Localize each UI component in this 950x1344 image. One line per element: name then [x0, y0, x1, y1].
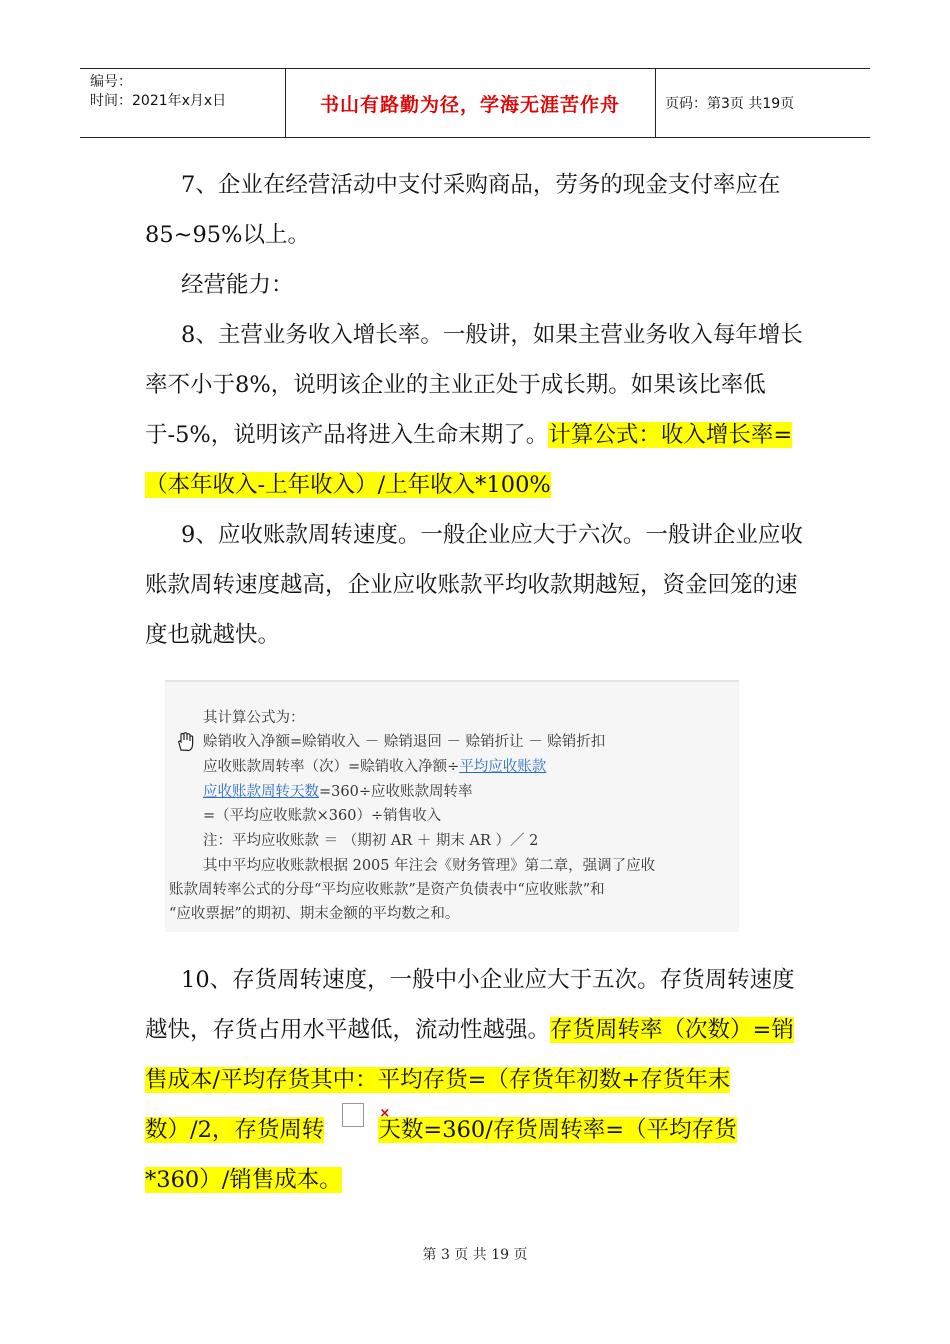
body-section-2 [145, 955, 810, 1205]
formula-line: =（平均应收账款×360）÷销售收入 [203, 808, 442, 824]
formula-line [203, 780, 472, 804]
paragraph-8-text: 8、主营业务收入增长率。一般讲，如果主营业务收入每年增长率不小于8%，说明该企业的主业正处于成长期。如果该比率低于-5%，说明该产品将进入生命末期了。 [145, 322, 803, 448]
broken-image-icon: × [342, 1103, 364, 1127]
paragraph-10-text: 10、存货周转速度，一般中小企业应大于五次。存货周转速度越快，存货占用水平越低，流动性越强。 [145, 967, 795, 1043]
formula-line: 其中平均应收账款根据 2005 年注会《财务管理》第二章，强调了应收 [203, 858, 656, 874]
paragraph-10 [145, 955, 810, 1205]
section-heading: 经营能力： [181, 272, 294, 298]
date-label: 时间：2021年x月x日 [90, 93, 227, 109]
formula-text: 应收账款周转率（次）=赊销收入净额÷ [203, 759, 460, 775]
formula-line: 赊销收入净额=赊销收入 － 赊销退回 － 赊销折让 － 赊销折扣 [203, 734, 606, 750]
header-motto: 书山有路勤为径，学海无涯苦作舟 [319, 93, 620, 116]
header-divider [655, 69, 656, 137]
formula-line [203, 755, 546, 779]
paragraph-7: 7、企业在经营活动中支付采购商品，劳务的现金支付率应在85~95%以上。 [145, 172, 781, 248]
number-label: 编号： [90, 74, 132, 90]
formula-line: 账款周转率公式的分母“平均应收账款”是资产负债表中“应收账款”和 [169, 882, 605, 898]
paragraph-10-highlight-a: 存货周转率（次数）=销售成本/平均存货其中：平均存货=（存货年初数+存货年末数）/2，存货周转 [145, 1017, 794, 1143]
receivable-days-link[interactable]: 应收账款周转天数 [203, 784, 319, 800]
paragraph-8 [145, 310, 810, 510]
formula-line: 注：平均应收账款 ＝ （期初 AR ＋ 期末 AR ）／ 2 [203, 833, 539, 849]
paragraph-8-highlight: 计算公式：收入增长率=（本年收入-上年收入）/上年收入*100% [145, 422, 793, 498]
formula-image [165, 680, 739, 932]
avg-receivables-link[interactable]: 平均应收账款 [459, 759, 547, 775]
paragraph-10-highlight-b: 天数=360/存货周转率=（平均存货*360）/销售成本。 [145, 1117, 737, 1193]
formula-line: 其计算公式为： [203, 710, 305, 726]
hand-cursor-icon [175, 732, 197, 752]
header-meta [90, 73, 226, 111]
body-section-1 [145, 160, 810, 660]
formula-text: =360÷应收账款周转率 [319, 784, 473, 800]
header-page-label: 页码：第3页 共19页 [665, 96, 795, 112]
formula-line: “应收票据”的期初、期末金额的平均数之和。 [169, 906, 460, 922]
paragraph-9: 9、应收账款周转速度。一般企业应大于六次。一般讲企业应收账款周转速度越高，企业应收账款平均收款期越短，资金回笼的速度也就越快。 [145, 522, 803, 648]
page-footer: 第 3 页 共 19 页 [422, 1247, 528, 1263]
page-header [80, 68, 870, 138]
